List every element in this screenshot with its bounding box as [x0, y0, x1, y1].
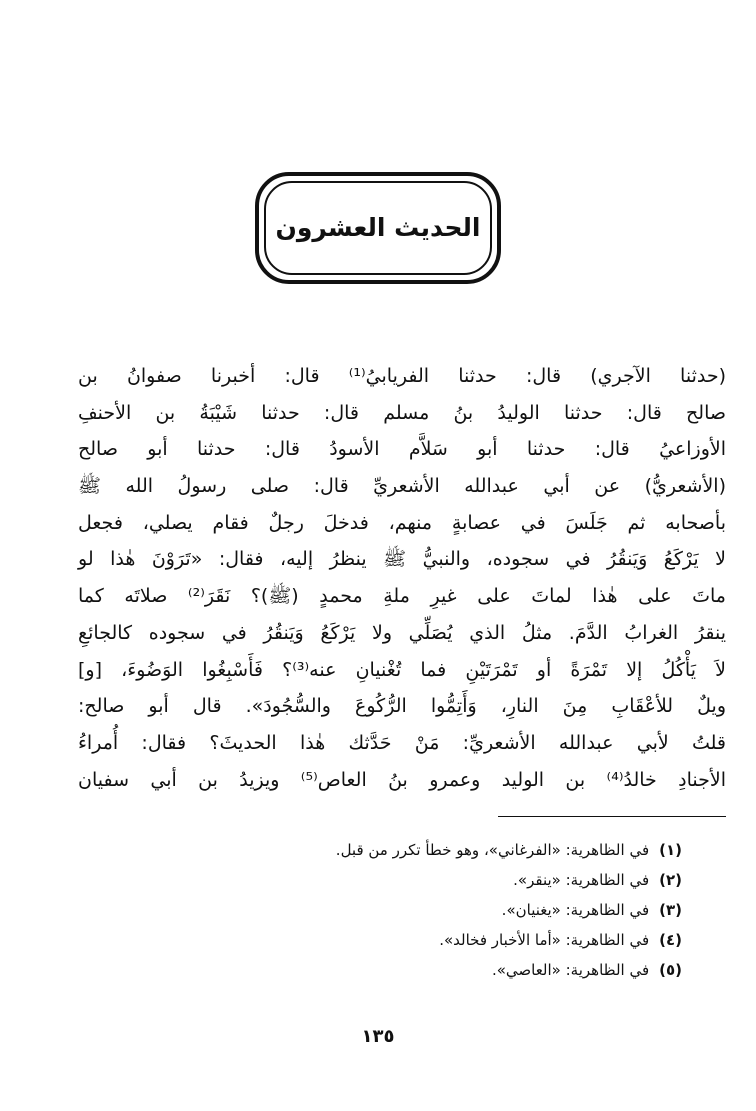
text-line: لا يَرْكَعُ وَيَنقُرُ في سجوده، والنبيُّ ﷺ ينظرُ إليه، فقال: «تَرَوْنَ هٰذا لو — [78, 548, 726, 571]
footnote-text: في الظاهرية: «الفرغاني»، وهو خطأ تكرر من قبل. — [335, 841, 650, 859]
text-line: صالح قال: حدثنا الوليدُ بنُ مسلم قال: حدثنا شَيْبَةُ بن الأحنفِ — [78, 401, 726, 424]
footnote-divider — [498, 816, 726, 817]
text-line: لاَ يَأْكُلُ إلا تَمْرَةً أو تَمْرَتَيْنِ فما تُغْنيانِ عنه⁽³⁾؟ فَأَسْبِغُوا الوَضُوءَ، [و] — [78, 658, 726, 681]
footnote-number: (٣) — [659, 901, 682, 919]
footnote-number: (١) — [659, 841, 682, 859]
footnote-item — [82, 925, 682, 955]
hadith-text — [78, 358, 726, 798]
text-line: (الأشعريُّ) عن أبي عبدالله الأشعريِّ قال: صلى رسولُ الله ﷺ — [78, 475, 726, 498]
text-line: بأصحابه ثم جَلَسَ في عصابةٍ منهم، فدخلَ رجلٌ فقام يصلي، فجعل — [78, 511, 726, 534]
footnote-text: في الظاهرية: «العاصي». — [491, 961, 650, 979]
chapter-title: الحديث العشرون — [275, 213, 481, 242]
footnote-number: (٥) — [659, 961, 682, 979]
text-line: (حدثنا الآجري) قال: حدثنا الفريابيُ⁽¹⁾ قال: أخبرنا صفوانُ بن — [78, 365, 726, 387]
text-line: الأوزاعيُ قال: حدثنا أبو سَلاَّم الأسودُ قال: حدثنا أبو صالح — [78, 438, 726, 461]
footnote-text: في الظاهرية: «ينقر». — [513, 871, 650, 889]
text-line: ينقرُ الغرابُ الدَّمَ. مثلُ الذي يُصَلِّي ولا يَرْكَعُ وَيَنقُرُ في سجوده كالجائعِ — [78, 621, 726, 644]
text-line: ماتَ على هٰذا لماتَ على غيرِ ملةِ محمدٍ (ﷺ)؟ نَقَرَ⁽²⁾ صلاتَه كما — [78, 585, 726, 608]
footnote-text: في الظاهرية: «أما الأخبار فخالد». — [439, 931, 650, 949]
footnotes — [82, 835, 682, 985]
footnote-item — [82, 955, 682, 985]
chapter-title-frame — [255, 172, 501, 284]
text-line: ويلٌ للأعْقَابِ مِنَ النارِ، وَأَتِمُّوا الرُّكُوعَ والسُّجُودَ». قال أبو صالح: — [78, 695, 726, 718]
footnote-item — [82, 865, 682, 895]
text-line: قلتُ لأبي عبدالله الأشعريِّ: مَنْ حَدَّثك هٰذا الحديثَ؟ فقال: أُمراءُ — [78, 731, 726, 754]
footnote-text: في الظاهرية: «يغنيان». — [501, 901, 650, 919]
footnote-item — [82, 895, 682, 925]
footnote-item — [82, 835, 682, 865]
page-number: ١٣٥ — [361, 1026, 395, 1047]
footnote-number: (٢) — [659, 871, 682, 889]
footnote-number: (٤) — [659, 931, 682, 949]
text-line: الأجنادِ خالدُ⁽⁴⁾ بن الوليد وعمرو بنُ العاص⁽⁵⁾ ويزيدُ بن أبي سفيان — [78, 768, 726, 791]
